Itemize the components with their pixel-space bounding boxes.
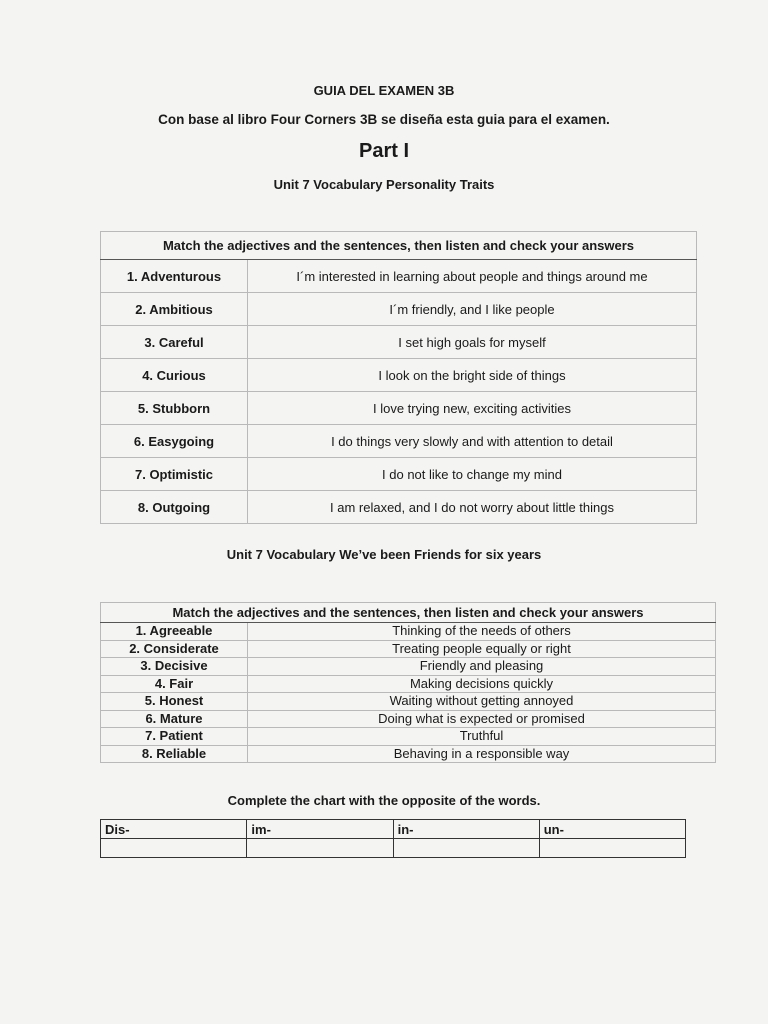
adjective-cell: 4. Curious [101, 359, 248, 392]
table-row [101, 293, 697, 326]
sentence-cell: I set high goals for myself [248, 326, 697, 359]
table-row [101, 425, 697, 458]
table-row [101, 326, 697, 359]
sentence-cell: Waiting without getting annoyed [248, 693, 716, 711]
page-subtitle: Con base al libro Four Corners 3B se diseña esta guia para el examen. [158, 112, 610, 127]
adjective-cell: 1. Adventurous [101, 260, 248, 293]
sentence-cell: Truthful [248, 728, 716, 746]
sentence-cell: Friendly and pleasing [248, 658, 716, 676]
adjective-cell: 6. Mature [101, 710, 248, 728]
adjective-cell: 5. Stubborn [101, 392, 248, 425]
adjective-cell: 7. Optimistic [101, 458, 248, 491]
answer-cell[interactable] [393, 839, 539, 858]
opposites-chart [100, 819, 686, 858]
personality-traits-table [100, 231, 697, 524]
friends-vocabulary-table [100, 602, 716, 763]
prefix-im: im- [247, 820, 393, 839]
table-row [101, 640, 716, 658]
answer-cell[interactable] [101, 839, 247, 858]
adjective-cell: 8. Reliable [101, 745, 248, 763]
chart-header-row [101, 820, 686, 839]
prefix-dis: Dis- [101, 820, 247, 839]
sentence-cell: Doing what is expected or promised [248, 710, 716, 728]
table-row [101, 260, 697, 293]
sentence-cell: Making decisions quickly [248, 675, 716, 693]
sentence-cell: I look on the bright side of things [248, 359, 697, 392]
table-row [101, 710, 716, 728]
sentence-cell: Thinking of the needs of others [248, 623, 716, 641]
adjective-cell: 8. Outgoing [101, 491, 248, 524]
answer-cell[interactable] [539, 839, 685, 858]
adjective-cell: 4. Fair [101, 675, 248, 693]
sentence-cell: I am relaxed, and I do not worry about little things [248, 491, 697, 524]
sentence-cell: Behaving in a responsible way [248, 745, 716, 763]
adjective-cell: 7. Patient [101, 728, 248, 746]
adjective-cell: 2. Considerate [101, 640, 248, 658]
adjective-cell: 1. Agreeable [101, 623, 248, 641]
adjective-cell: 5. Honest [101, 693, 248, 711]
table-row [101, 745, 716, 763]
table-row [101, 491, 697, 524]
unit1-heading: Unit 7 Vocabulary Personality Traits [273, 177, 495, 192]
sentence-cell: I´m interested in learning about people and things around me [248, 260, 697, 293]
chart-answer-row [101, 839, 686, 858]
adjective-cell: 6. Easygoing [101, 425, 248, 458]
page-title: GUIA DEL EXAMEN 3B [313, 83, 455, 98]
table-instruction: Match the adjectives and the sentences, then listen and check your answers [101, 232, 697, 260]
prefix-in: in- [393, 820, 539, 839]
sentence-cell: I love trying new, exciting activities [248, 392, 697, 425]
adjective-cell: 2. Ambitious [101, 293, 248, 326]
table-row [101, 658, 716, 676]
adjective-cell: 3. Careful [101, 326, 248, 359]
prefix-un: un- [539, 820, 685, 839]
chart-instruction: Complete the chart with the opposite of the words. [227, 793, 541, 808]
part-heading: Part I [358, 140, 410, 162]
table-row [101, 675, 716, 693]
answer-cell[interactable] [247, 839, 393, 858]
sentence-cell: Treating people equally or right [248, 640, 716, 658]
sentence-cell: I´m friendly, and I like people [248, 293, 697, 326]
table-row [101, 623, 716, 641]
sentence-cell: I do not like to change my mind [248, 458, 697, 491]
table-row [101, 392, 697, 425]
table-instruction: Match the adjectives and the sentences, then listen and check your answers [101, 603, 716, 623]
adjective-cell: 3. Decisive [101, 658, 248, 676]
table-row [101, 359, 697, 392]
table-row [101, 458, 697, 491]
sentence-cell: I do things very slowly and with attention to detail [248, 425, 697, 458]
unit2-heading: Unit 7 Vocabulary We’ve been Friends for six years [226, 547, 542, 562]
table-row [101, 728, 716, 746]
table-row [101, 693, 716, 711]
